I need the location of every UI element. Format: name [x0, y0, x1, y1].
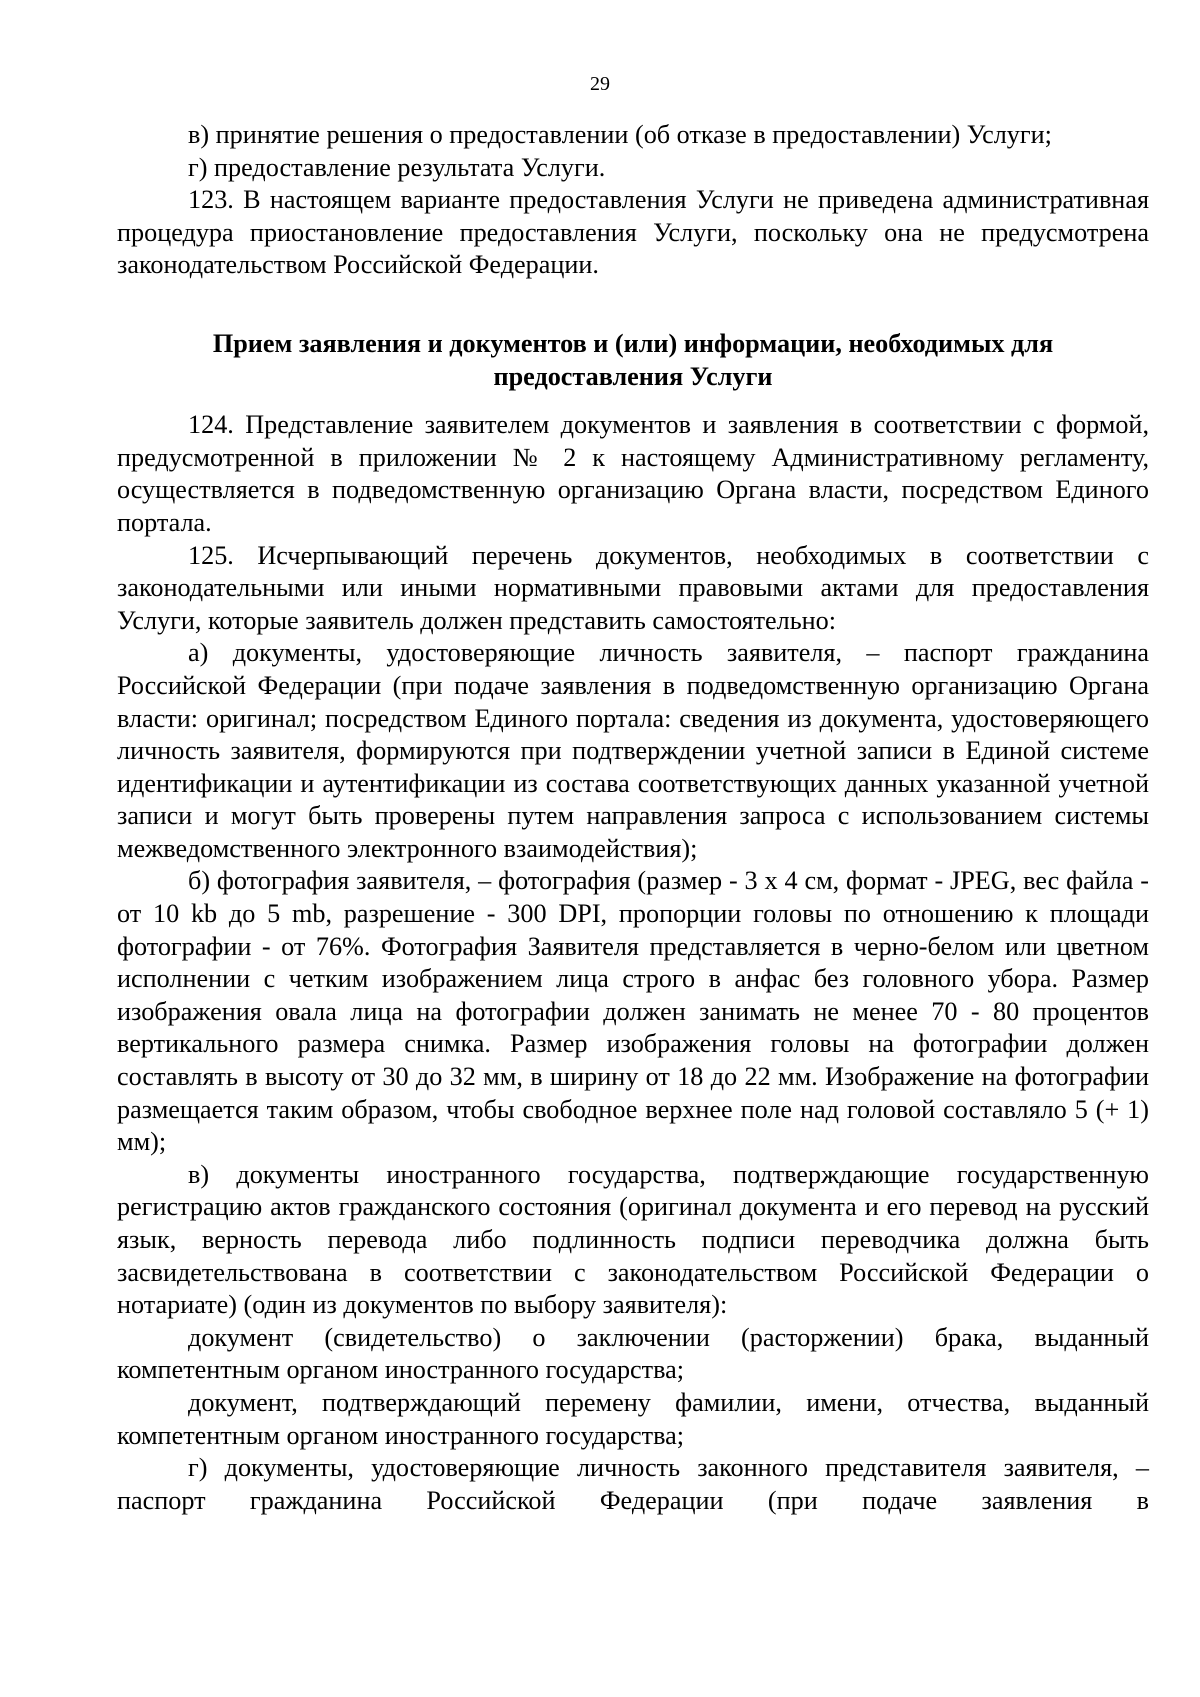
section-heading-line-2: предоставления Услуги	[493, 361, 773, 391]
paragraph-125-a: а) документы, удостоверяющие личность заявителя, – паспорт гражданина Российской Федерации (при подаче заявления в подведомственную организацию Органа власти: оригинал; посредством Единого портала: сведения из документа, удостоверяющего личность заявителя, формируются при подтверждении учетной записи в Единой системе идентификации и аутентификации из состава соответствующих данных указанной учетной записи и могут быть проверены путем направления запроса с использованием системы межведомственного электронного взаимодействия);	[117, 638, 1149, 863]
document-body	[117, 119, 1149, 1517]
section-heading-line-1: Прием заявления и документов и (или) информации, необходимых для	[212, 328, 1054, 358]
paragraph-125: 125. Исчерпывающий перечень документов, необходимых в соответствии с законодательными или иными нормативными правовыми актами для предоставления Услуги, которые заявитель должен представить самостоятельно:	[117, 540, 1149, 635]
paragraph-123: 123. В настоящем варианте предоставления Услуги не приведена административная процедура приостановление предоставления Услуги, поскольку она не предусмотрена законодательством Российской Федерации.	[117, 185, 1149, 280]
page-number: 29	[590, 73, 610, 95]
paragraph-name-change-document: документ, подтверждающий перемену фамилии, имени, отчества, выданный компетентным органом иностранного государства;	[117, 1387, 1149, 1450]
paragraph-item-v: в) принятие решения о предоставлении (об отказе в предоставлении) Услуги;	[188, 120, 1052, 149]
paragraph-125-v: в) документы иностранного государства, подтверждающие государственную регистрацию актов гражданского состояния (оригинал документа и его перевод на русский язык, верность перевода либо подлинность подписи переводчика должна быть засвидетельствована в соответствии с законодательством Российской Федерации о нотариате) (один из документов по выбору заявителя):	[117, 1159, 1149, 1320]
paragraph-125-g: г) документы, удостоверяющие личность законного представителя заявителя, – паспорт гражданина Российской Федерации (при подаче заявления в	[117, 1453, 1149, 1515]
paragraph-125-b: б) фотография заявителя, – фотография (размер - 3 х 4 см, формат - JPEG, вес файла - от 10 kb до 5 mb, разрешение - 300 DPI, пропорции головы по отношению к площади фотографии - от 76%. Фотография Заявителя представляется в черно-белом или цветном исполнении с четким изображением лица строго в анфас без головного убора. Размер изображения овала лица на фотографии должен занимать не менее 70 - 80 процентов вертикального размера снимка. Размер изображения головы на фотографии должен составлять в высоту от 30 до 32 мм, в ширину от 18 до 22 мм. Изображение на фотографии размещается таким образом, чтобы свободное верхнее поле над головой составляло 5 (+ 1) мм);	[117, 866, 1149, 1157]
paragraph-marriage-document: документ (свидетельство) о заключении (расторжении) брака, выданный компетентным органом иностранного государства;	[117, 1322, 1149, 1385]
paragraph-124: 124. Представление заявителем документов и заявления в соответствии с формой, предусмотренной в приложении № 2 к настоящему Административному регламенту, осуществляется в подведомственную организацию Органа власти, посредством Единого портала.	[117, 410, 1149, 537]
section-heading	[117, 328, 1149, 393]
paragraph-item-g: г) предоставление результата Услуги.	[188, 152, 606, 182]
